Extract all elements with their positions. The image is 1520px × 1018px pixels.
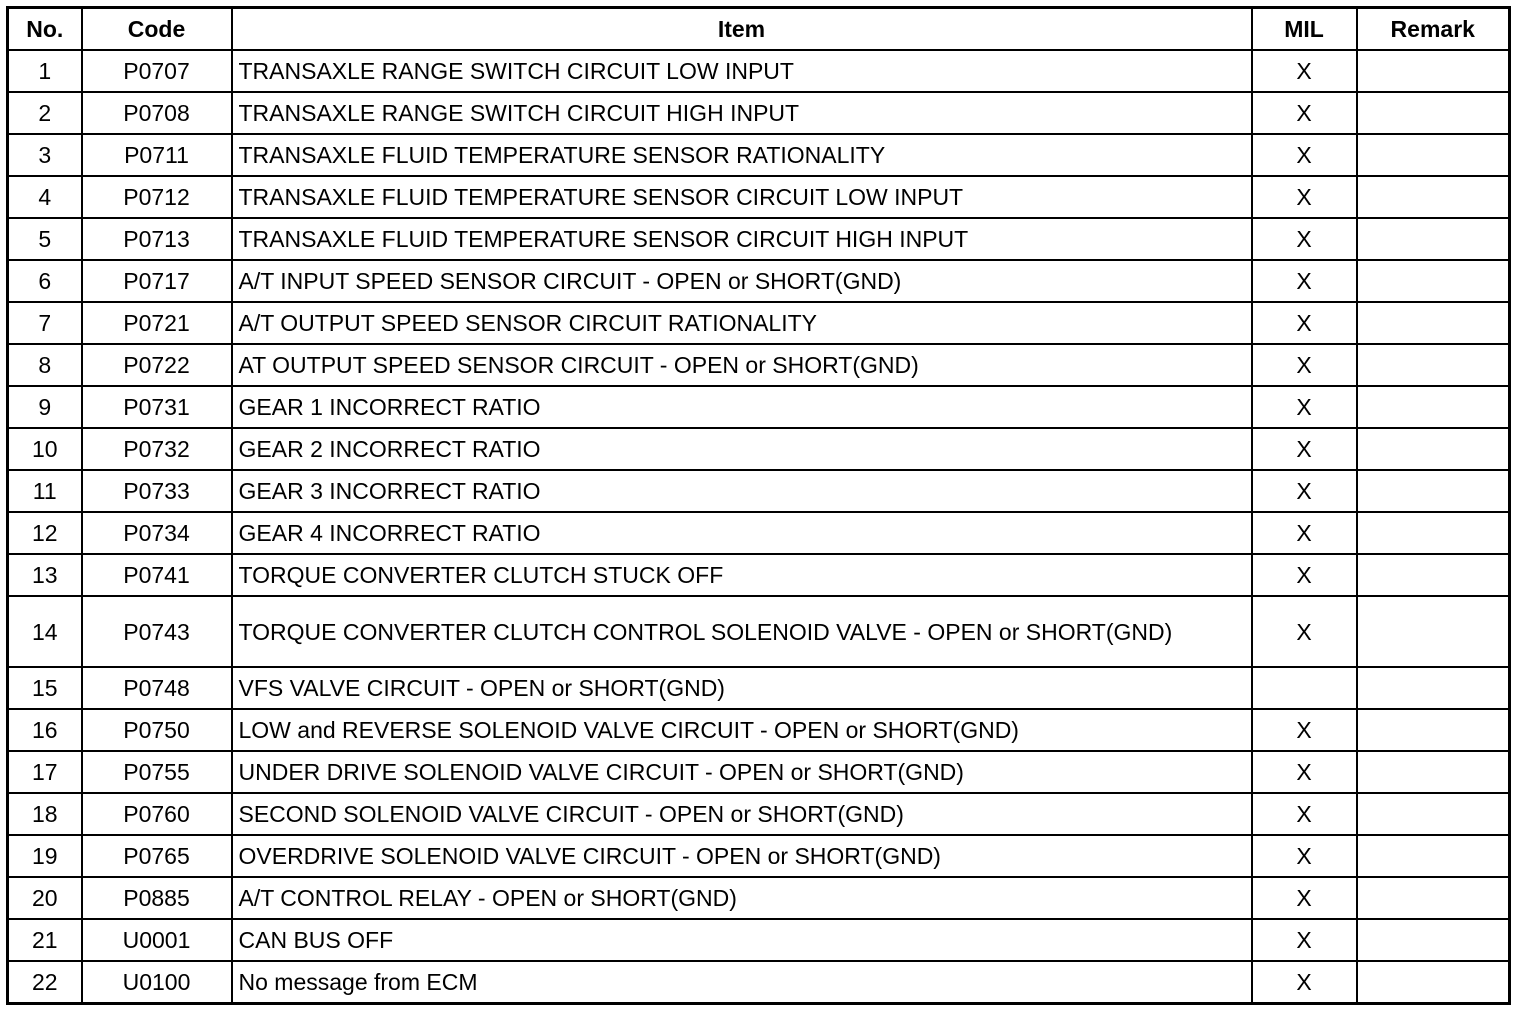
cell-remark [1357, 877, 1510, 919]
cell-no: 4 [8, 176, 82, 218]
cell-code: P0765 [82, 835, 232, 877]
cell-item [232, 92, 1252, 134]
dtc-table [6, 6, 1511, 1005]
cell-code: P0708 [82, 92, 232, 134]
cell-no: 20 [8, 877, 82, 919]
cell-mil: X [1252, 344, 1357, 386]
cell-mil: X [1252, 596, 1357, 667]
cell-mil: X [1252, 793, 1357, 835]
cell-mil: X [1252, 470, 1357, 512]
table-row [8, 260, 1510, 302]
cell-no: 10 [8, 428, 82, 470]
table-row [8, 386, 1510, 428]
cell-remark [1357, 751, 1510, 793]
cell-code: U0001 [82, 919, 232, 961]
item-text: TORQUE CONVERTER CLUTCH CONTROL SOLENOID VALVE - OPEN or SHORT(GND) [238, 618, 1173, 645]
cell-mil: X [1252, 751, 1357, 793]
cell-code: P0741 [82, 554, 232, 596]
cell-item [232, 134, 1252, 176]
cell-no: 15 [8, 667, 82, 709]
table-row [8, 751, 1510, 793]
cell-remark [1357, 470, 1510, 512]
cell-code: P0750 [82, 709, 232, 751]
table-row [8, 877, 1510, 919]
table-row [8, 835, 1510, 877]
cell-item [232, 260, 1252, 302]
cell-mil [1252, 667, 1357, 709]
cell-remark [1357, 919, 1510, 961]
table-row [8, 428, 1510, 470]
cell-code: P0713 [82, 218, 232, 260]
item-text: CAN BUS OFF [238, 927, 394, 953]
cell-remark [1357, 428, 1510, 470]
table-row [8, 302, 1510, 344]
item-text: A/T OUTPUT SPEED SENSOR CIRCUIT RATIONALITY [238, 310, 818, 336]
cell-mil: X [1252, 176, 1357, 218]
cell-item [232, 176, 1252, 218]
item-text: GEAR 3 INCORRECT RATIO [238, 478, 541, 504]
cell-mil: X [1252, 386, 1357, 428]
table-row [8, 961, 1510, 1004]
item-text: TRANSAXLE RANGE SWITCH CIRCUIT HIGH INPUT [238, 100, 800, 126]
cell-mil: X [1252, 554, 1357, 596]
cell-code: P0755 [82, 751, 232, 793]
table-row [8, 92, 1510, 134]
table-row [8, 50, 1510, 92]
table-row [8, 470, 1510, 512]
item-text: TRANSAXLE RANGE SWITCH CIRCUIT LOW INPUT [238, 58, 794, 84]
cell-no: 6 [8, 260, 82, 302]
cell-item [232, 302, 1252, 344]
header-remark: Remark [1357, 8, 1510, 51]
table-row [8, 554, 1510, 596]
item-text: GEAR 4 INCORRECT RATIO [238, 520, 541, 546]
table-body [8, 50, 1510, 1004]
table-row [8, 176, 1510, 218]
cell-mil: X [1252, 961, 1357, 1004]
cell-no: 7 [8, 302, 82, 344]
item-text: No message from ECM [238, 969, 478, 995]
cell-remark [1357, 554, 1510, 596]
cell-no: 16 [8, 709, 82, 751]
cell-no: 13 [8, 554, 82, 596]
item-text: TRANSAXLE FLUID TEMPERATURE SENSOR RATIONALITY [238, 142, 886, 168]
item-text: VFS VALVE CIRCUIT - OPEN or SHORT(GND) [238, 675, 725, 701]
item-text: LOW and REVERSE SOLENOID VALVE CIRCUIT - OPEN or SHORT(GND) [238, 717, 1019, 743]
cell-no: 9 [8, 386, 82, 428]
cell-remark [1357, 709, 1510, 751]
item-text: A/T INPUT SPEED SENSOR CIRCUIT - OPEN or SHORT(GND) [238, 268, 902, 294]
cell-code: P0707 [82, 50, 232, 92]
item-text: TRANSAXLE FLUID TEMPERATURE SENSOR CIRCUIT LOW INPUT [238, 184, 964, 210]
item-text: AT OUTPUT SPEED SENSOR CIRCUIT - OPEN or SHORT(GND) [238, 352, 919, 378]
cell-remark [1357, 512, 1510, 554]
cell-code: P0733 [82, 470, 232, 512]
cell-remark [1357, 302, 1510, 344]
table-row [8, 596, 1510, 667]
cell-item [232, 428, 1252, 470]
cell-code: P0722 [82, 344, 232, 386]
cell-mil: X [1252, 134, 1357, 176]
cell-no: 11 [8, 470, 82, 512]
table-row [8, 919, 1510, 961]
cell-code: P0748 [82, 667, 232, 709]
cell-remark [1357, 50, 1510, 92]
cell-remark [1357, 667, 1510, 709]
cell-code: P0717 [82, 260, 232, 302]
table-row [8, 512, 1510, 554]
cell-no: 5 [8, 218, 82, 260]
cell-remark [1357, 218, 1510, 260]
cell-remark [1357, 134, 1510, 176]
cell-item [232, 919, 1252, 961]
table-row [8, 134, 1510, 176]
cell-code: P0743 [82, 596, 232, 667]
cell-item [232, 877, 1252, 919]
cell-no: 3 [8, 134, 82, 176]
cell-code: P0734 [82, 512, 232, 554]
cell-item [232, 218, 1252, 260]
cell-remark [1357, 793, 1510, 835]
cell-mil: X [1252, 260, 1357, 302]
cell-code: P0721 [82, 302, 232, 344]
cell-mil: X [1252, 218, 1357, 260]
cell-code: U0100 [82, 961, 232, 1004]
item-text: GEAR 1 INCORRECT RATIO [238, 394, 541, 420]
cell-remark [1357, 260, 1510, 302]
item-text: TORQUE CONVERTER CLUTCH STUCK OFF [238, 562, 724, 588]
item-text: GEAR 2 INCORRECT RATIO [238, 436, 541, 462]
header-item: Item [232, 8, 1252, 51]
table-row [8, 344, 1510, 386]
cell-no: 8 [8, 344, 82, 386]
cell-item [232, 512, 1252, 554]
table-row [8, 793, 1510, 835]
cell-remark [1357, 835, 1510, 877]
header-code: Code [82, 8, 232, 51]
cell-no: 12 [8, 512, 82, 554]
cell-item [232, 344, 1252, 386]
cell-item [232, 386, 1252, 428]
cell-mil: X [1252, 709, 1357, 751]
cell-no: 17 [8, 751, 82, 793]
cell-item [232, 50, 1252, 92]
item-text: A/T CONTROL RELAY - OPEN or SHORT(GND) [238, 885, 737, 911]
table-row [8, 709, 1510, 751]
cell-code: P0760 [82, 793, 232, 835]
table-header-row [8, 8, 1510, 51]
cell-mil: X [1252, 512, 1357, 554]
cell-no: 19 [8, 835, 82, 877]
cell-item [232, 667, 1252, 709]
cell-mil: X [1252, 919, 1357, 961]
cell-item [232, 793, 1252, 835]
cell-no: 1 [8, 50, 82, 92]
cell-item [232, 554, 1252, 596]
cell-remark [1357, 344, 1510, 386]
header-mil: MIL [1252, 8, 1357, 51]
cell-item [232, 835, 1252, 877]
table-row [8, 667, 1510, 709]
cell-mil: X [1252, 877, 1357, 919]
cell-remark [1357, 176, 1510, 218]
cell-no: 18 [8, 793, 82, 835]
cell-mil: X [1252, 50, 1357, 92]
cell-item [232, 751, 1252, 793]
item-text: TRANSAXLE FLUID TEMPERATURE SENSOR CIRCUIT HIGH INPUT [238, 226, 969, 252]
cell-remark [1357, 386, 1510, 428]
cell-mil: X [1252, 428, 1357, 470]
cell-code: P0732 [82, 428, 232, 470]
cell-code: P0712 [82, 176, 232, 218]
cell-item [232, 709, 1252, 751]
cell-remark [1357, 961, 1510, 1004]
cell-mil: X [1252, 92, 1357, 134]
cell-code: P0731 [82, 386, 232, 428]
cell-mil: X [1252, 835, 1357, 877]
item-text: UNDER DRIVE SOLENOID VALVE CIRCUIT - OPEN or SHORT(GND) [238, 759, 964, 785]
cell-item [232, 961, 1252, 1004]
cell-remark [1357, 92, 1510, 134]
cell-no: 14 [8, 596, 82, 667]
item-text: OVERDRIVE SOLENOID VALVE CIRCUIT - OPEN or SHORT(GND) [238, 843, 941, 869]
table-row [8, 218, 1510, 260]
cell-item [232, 596, 1252, 667]
cell-item [232, 470, 1252, 512]
cell-code: P0711 [82, 134, 232, 176]
cell-no: 22 [8, 961, 82, 1004]
cell-code: P0885 [82, 877, 232, 919]
item-text: SECOND SOLENOID VALVE CIRCUIT - OPEN or SHORT(GND) [238, 801, 904, 827]
cell-remark [1357, 596, 1510, 667]
header-no: No. [8, 8, 82, 51]
cell-mil: X [1252, 302, 1357, 344]
cell-no: 2 [8, 92, 82, 134]
cell-no: 21 [8, 919, 82, 961]
